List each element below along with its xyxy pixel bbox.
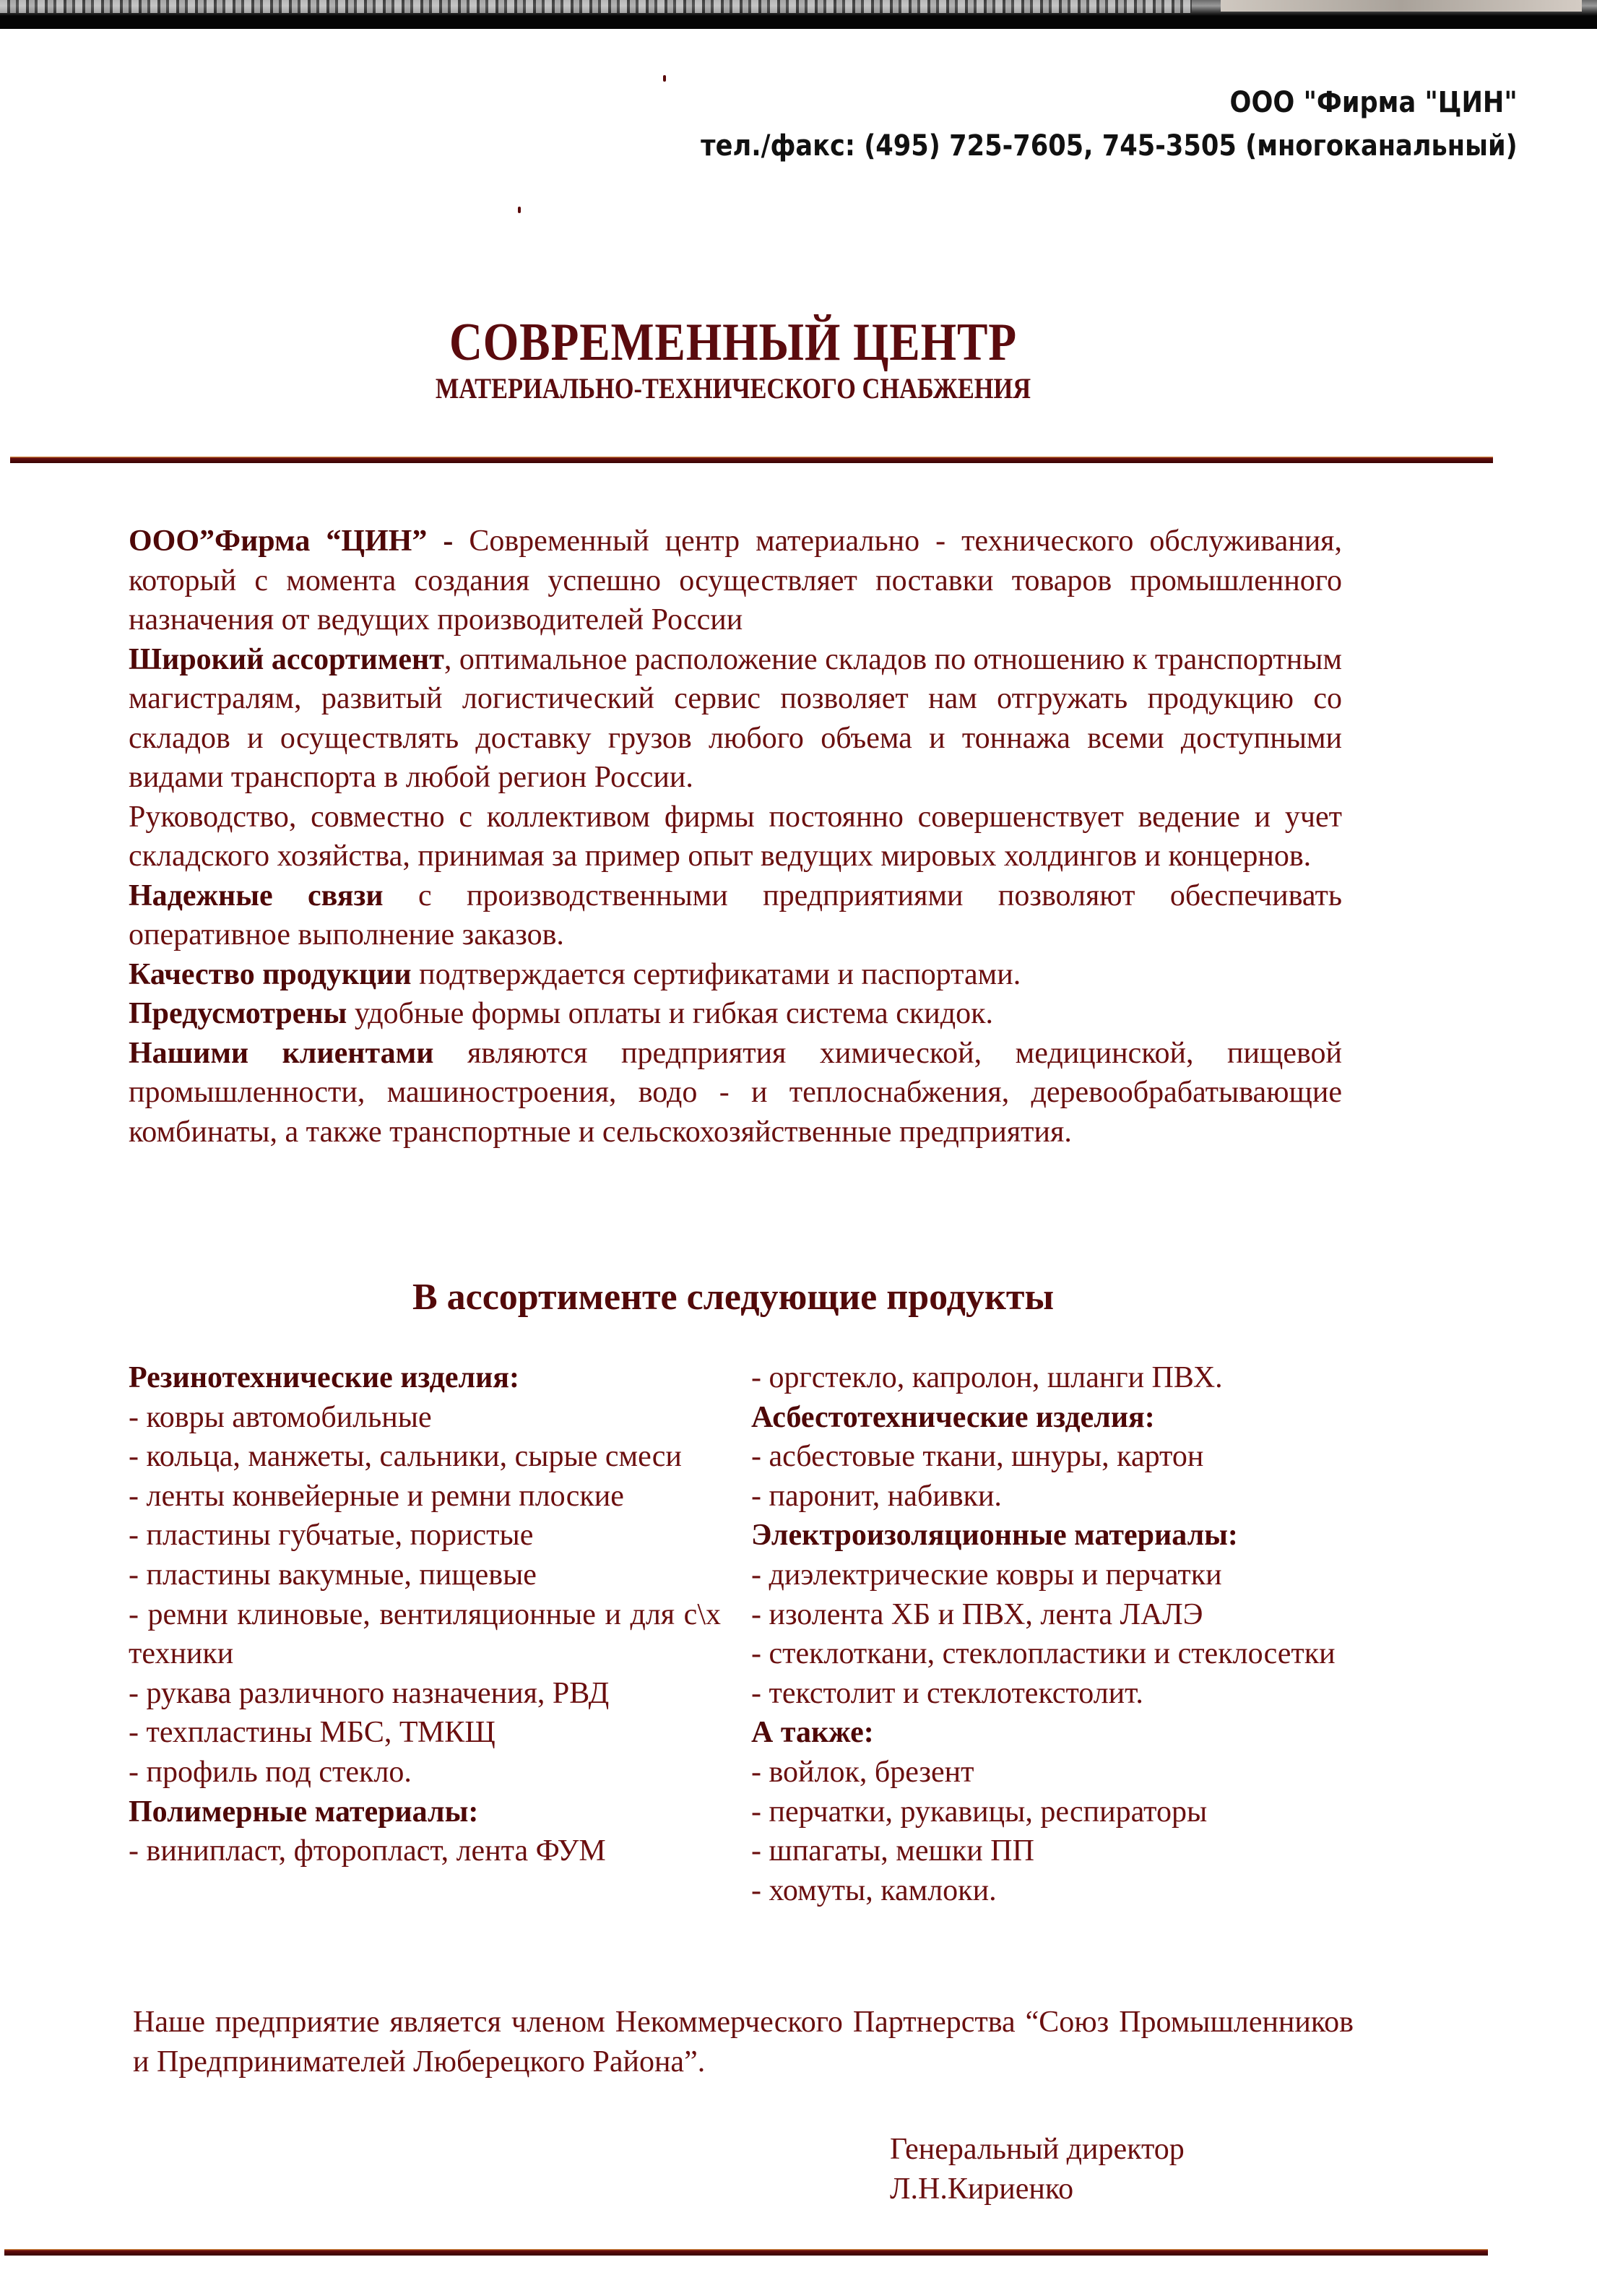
bottom-divider (4, 2249, 1488, 2256)
assortment-paragraph: Широкий ассортимент, оптимальное расположение складов по отношению к транспортным магистралям, развитый логистический сервис позволяет нам отгружать продукцию со складов и осуществлять доставку грузов любого объема и тоннажа всеми доступными видами транспорта в любой регион России. (129, 642, 1342, 794)
intro-paragraph: ООО”Фирма “ЦИН” - Современный центр материально - технического обслуживания, который с момента создания успешно осуществляет поставки товаров промышленного назначения от ведущих производителей России (129, 525, 1342, 636)
product-item: - изолента ХБ и ПВХ, лента ЛАЛЭ (751, 1597, 1203, 1631)
product-item: - винипласт, фторопласт, лента ФУМ (129, 1834, 606, 1868)
category-heading: Электроизоляционные материалы: (751, 1519, 1238, 1553)
category-heading: А также: (751, 1716, 874, 1750)
page-title: СОВРЕМЕННЫЙ ЦЕНТР (449, 313, 1018, 372)
page-title-block (0, 312, 1466, 406)
product-item: - ковры автомобильные (129, 1400, 432, 1434)
category-heading: Полимерные материалы: (129, 1795, 479, 1829)
membership-note: Наше предприятие является членом Некоммерческого Партнерства “Союз Промышленников и Предпринимателей Люберецкого Района”. (133, 2006, 1354, 2079)
scan-border-tail (1221, 0, 1582, 12)
product-item: - текстолит и стеклотекстолит. (751, 1676, 1143, 1710)
scan-edge-band (0, 0, 1597, 29)
connections-paragraph: Надежные связи с производственными предприятиями позволяют обеспечивать оперативное выполнение заказов. (129, 879, 1342, 951)
product-item: - ленты конвейерные и ремни плоские (129, 1479, 624, 1513)
contact-header (701, 81, 1518, 168)
products-heading: В ассортименте следующие продукты (412, 1277, 1055, 1318)
company-lead: ООО”Фирма “ЦИН” - (129, 525, 454, 558)
product-item: - диэлектрические ковры и перчатки (751, 1558, 1222, 1592)
product-item: - пластины вакумные, пищевые (129, 1558, 537, 1592)
product-item: - стеклоткани, стеклопластики и стеклосетки (751, 1637, 1336, 1671)
product-item: - хомуты, камлоки. (751, 1873, 997, 1907)
signatory-name: Л.Н.Кириенко (890, 2172, 1074, 2206)
quality-paragraph: Качество продукции подтверждается сертификатами и паспортами. (129, 957, 1021, 991)
product-item: - перчатки, рукавицы, респираторы (751, 1795, 1208, 1829)
intro-text (129, 522, 1342, 1152)
phone-fax-line: тел./факс: (495) 725-7605, 745-3505 (многоканальный) (701, 129, 1518, 163)
top-divider (10, 457, 1493, 463)
product-item: - ремни клиновые, вентиляционные и для с\х техники (129, 1597, 721, 1671)
product-item: - оргстекло, капролон, шланги ПВХ. (751, 1361, 1223, 1394)
product-item: - войлок, брезент (751, 1755, 974, 1789)
product-item: - асбестовые ткани, шнуры, картон (751, 1440, 1204, 1474)
company-name: ООО "Фирма "ЦИН" (1229, 86, 1518, 119)
products-right-column (751, 1358, 1358, 1910)
signatory-position: Генеральный директор (890, 2133, 1185, 2166)
scan-speck (663, 75, 666, 82)
product-item: - рукава различного назначения, РВД (129, 1676, 610, 1710)
page-subtitle: МАТЕРИАЛЬНО-ТЕХНИЧЕСКОГО СНАБЖЕНИЯ (435, 372, 1031, 405)
products-left-column (129, 1358, 721, 1871)
product-item: - техпластины МБС, ТМКЩ (129, 1716, 495, 1750)
category-heading: Резинотехнические изделия: (129, 1361, 519, 1394)
category-heading: Асбестотехнические изделия: (751, 1400, 1155, 1434)
payment-paragraph: Предусмотрены удобные формы оплаты и гибкая система скидок. (129, 997, 993, 1030)
scan-speck (518, 207, 521, 213)
clients-paragraph: Нашими клиентами являются предприятия химической, медицинской, пищевой промышленности, машиностроения, водо - и теплоснабжения, деревообрабатывающие комбинаты, а также транспортные и сельскохозяйственные предприятия. (129, 1036, 1342, 1149)
product-item: - пластины губчатые, пористые (129, 1519, 534, 1553)
product-item: - профиль под стекло. (129, 1755, 412, 1789)
signature-block (890, 2130, 1185, 2209)
product-item: - паронит, набивки. (751, 1479, 1002, 1513)
scan-border-pattern (0, 0, 1192, 13)
product-item: - шпагаты, мешки ПП (751, 1834, 1034, 1868)
management-paragraph: Руководство, совместно с коллективом фирмы постоянно совершенствует ведение и учет складского хозяйства, принимая за пример опыт ведущих мировых холдингов и концернов. (129, 800, 1342, 873)
product-item: - кольца, манжеты, сальники, сырые смеси (129, 1440, 682, 1474)
